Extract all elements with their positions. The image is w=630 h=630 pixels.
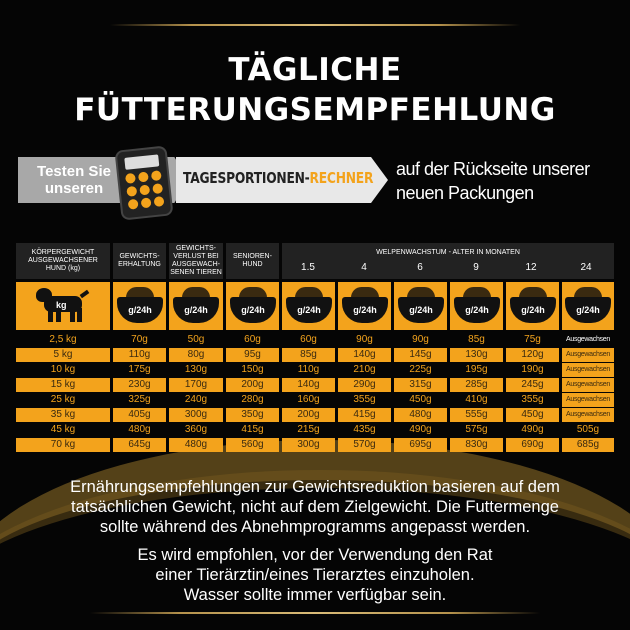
title-line-1: TÄGLICHE <box>228 52 402 88</box>
table-row <box>16 333 614 347</box>
food-bowl-icon <box>342 287 388 325</box>
cell-grams: 490g <box>521 424 544 435</box>
bottom-gold-divider <box>90 612 540 614</box>
cell-grams: 150g <box>241 364 264 375</box>
calculator-icon <box>114 145 173 220</box>
food-bowl-icon <box>173 287 219 325</box>
cell-grams: 360g <box>184 424 208 435</box>
cell-body-weight: 45 kg <box>50 424 76 435</box>
cell-grams: 110g <box>113 348 166 362</box>
bowl-unit-label: g/24h <box>454 297 500 323</box>
cell-grams: 480g <box>128 424 151 435</box>
cell-grams: 90g <box>412 334 429 345</box>
cell-grams: 120g <box>506 348 559 362</box>
cell-body-weight: 70 kg <box>16 438 110 452</box>
cell-grams: 450g <box>506 408 559 422</box>
bowl-unit-label: g/24h <box>230 297 276 323</box>
food-bowl-icon <box>398 287 444 325</box>
table-row <box>16 423 614 437</box>
cell-grams: Ausgewachsen <box>562 408 614 422</box>
promo-intro-line-1: Testen Sie <box>37 163 111 180</box>
bowl-icon-cell <box>226 282 279 330</box>
puppy-growth-title: WELPENWACHSTUM - ALTER IN MONATEN <box>376 249 520 256</box>
cell-grams: 405g <box>113 408 166 422</box>
note-line-3: sollte während des Abnehmprogramms angepasst werden. <box>99 518 531 536</box>
cell-grams: 480g <box>394 408 447 422</box>
header-weight-loss: GEWICHTS- VERLUST BEI AUSGEWACH- SENEN TIEREN <box>169 243 223 279</box>
food-bowl-icon <box>117 287 163 325</box>
age-9: 9 <box>473 262 479 273</box>
cell-grams: 285g <box>450 378 503 392</box>
calculator-promo-location <box>396 157 628 205</box>
title-line-2: FÜTTERUNGSEMPFEHLUNG <box>74 92 556 128</box>
cell-grams: 570g <box>338 438 391 452</box>
cell-grams: Ausgewachsen <box>566 336 610 343</box>
bowl-icon-cell <box>562 282 614 330</box>
table-body <box>16 333 614 452</box>
cell-grams: 505g <box>576 424 600 435</box>
advice-line-2: einer Tierärztin/eines Tierarztes einzuholen. <box>155 566 475 584</box>
age-4: 4 <box>361 262 367 273</box>
icon-row <box>16 282 614 330</box>
table-row <box>16 363 614 377</box>
table-row <box>16 393 614 407</box>
bowl-unit-label: g/24h <box>398 297 444 323</box>
cell-body-weight: 15 kg <box>16 378 110 392</box>
cell-grams: 200g <box>282 408 335 422</box>
bowl-unit-label: g/24h <box>117 297 163 323</box>
cell-grams: 450g <box>409 394 432 405</box>
cell-grams: 90g <box>356 334 373 345</box>
advice-line-1: Es wird empfohlen, vor der Verwendung den Rat <box>137 546 493 564</box>
cell-grams: 60g <box>244 334 261 345</box>
cell-grams: 190g <box>521 364 544 375</box>
cell-grams: 830g <box>450 438 503 452</box>
cell-grams: 145g <box>394 348 447 362</box>
cell-grams: 240g <box>184 394 208 405</box>
cell-grams: 75g <box>524 334 541 345</box>
weight-reduction-note <box>20 477 610 537</box>
cell-grams: 245g <box>506 378 559 392</box>
cell-grams: 215g <box>297 424 320 435</box>
cell-body-weight: 5 kg <box>16 348 110 362</box>
calculator-promo-intro <box>28 163 120 197</box>
cell-grams: 410g <box>465 394 488 405</box>
cell-grams: 110g <box>297 364 320 375</box>
bowl-unit-label: g/24h <box>565 297 611 323</box>
bowl-icon-cell <box>113 282 166 330</box>
food-bowl-icon <box>286 287 332 325</box>
cell-grams: 355g <box>353 394 376 405</box>
table-header <box>16 243 614 279</box>
cell-grams: 95g <box>226 348 279 362</box>
top-gold-divider <box>110 24 520 26</box>
bowl-unit-label: g/24h <box>510 297 556 323</box>
calculator-name-part-1: TAGESPORTIONEN- <box>183 169 310 187</box>
cell-grams: 140g <box>282 378 335 392</box>
bowl-icon-cell <box>450 282 503 330</box>
cell-grams: 685g <box>562 438 614 452</box>
bowl-icon-cell <box>338 282 391 330</box>
bowl-unit-label: g/24h <box>173 297 219 323</box>
cell-grams: 325g <box>128 394 151 405</box>
cell-grams: 290g <box>338 378 391 392</box>
cell-grams: 225g <box>409 364 432 375</box>
age-1-5: 1.5 <box>301 262 315 273</box>
cell-grams: 230g <box>113 378 166 392</box>
cell-grams: 210g <box>353 364 376 375</box>
cell-grams: 575g <box>465 424 488 435</box>
header-maintenance: GEWICHTS- ERHALTUNG <box>113 243 166 279</box>
dog-weight-icon-cell <box>16 282 110 330</box>
calculator-name <box>183 169 374 187</box>
cell-grams: 490g <box>409 424 432 435</box>
cell-grams: 70g <box>131 334 148 345</box>
feeding-table <box>16 243 614 453</box>
food-bowl-icon <box>230 287 276 325</box>
cell-grams: 645g <box>113 438 166 452</box>
header-senior: SENIOREN- HUND <box>226 243 279 279</box>
cell-grams: 555g <box>450 408 503 422</box>
food-bowl-icon <box>454 287 500 325</box>
cell-grams: 355g <box>521 394 544 405</box>
cell-grams: 300g <box>282 438 335 452</box>
cell-grams: Ausgewachsen <box>562 348 614 362</box>
age-24: 24 <box>580 262 592 273</box>
cell-grams: 415g <box>241 424 264 435</box>
bowl-icon-cell <box>169 282 223 330</box>
table-row <box>16 378 614 392</box>
cell-grams: 170g <box>169 378 223 392</box>
table-row <box>16 348 614 362</box>
table-row <box>16 408 614 422</box>
bowl-unit-label: g/24h <box>342 297 388 323</box>
cell-body-weight: 25 kg <box>50 394 76 405</box>
header-puppy-growth <box>282 243 614 279</box>
cell-grams: 200g <box>226 378 279 392</box>
cell-grams: 50g <box>187 334 205 345</box>
cell-grams: Ausgewachsen <box>562 363 614 377</box>
cell-body-weight: 10 kg <box>50 364 76 375</box>
bowl-icon-cell <box>506 282 559 330</box>
cell-grams: 435g <box>353 424 376 435</box>
promo-intro-line-2: unseren <box>44 180 104 197</box>
cell-grams: 350g <box>226 408 279 422</box>
table-row <box>16 438 614 452</box>
cell-grams: 130g <box>184 364 208 375</box>
cell-grams: 80g <box>169 348 223 362</box>
page-title <box>0 50 630 130</box>
cell-body-weight: 2,5 kg <box>49 334 77 345</box>
cell-grams: 695g <box>394 438 447 452</box>
cell-grams: 480g <box>169 438 223 452</box>
cell-grams: 315g <box>394 378 447 392</box>
cell-grams: 140g <box>338 348 391 362</box>
cell-grams: 160g <box>297 394 320 405</box>
cell-grams: 175g <box>128 364 151 375</box>
cell-grams: 300g <box>169 408 223 422</box>
food-bowl-icon <box>565 287 611 325</box>
cell-grams: Ausgewachsen <box>562 393 614 407</box>
cell-grams: 85g <box>282 348 335 362</box>
dog-kg-label: kg <box>56 300 67 310</box>
cell-grams: 690g <box>506 438 559 452</box>
note-line-1: Ernährungsempfehlungen zur Gewichtsreduktion basieren auf dem <box>70 478 560 496</box>
cell-grams: 560g <box>226 438 279 452</box>
bowl-icon-cell <box>394 282 447 330</box>
advice-line-3: Wasser sollte immer verfügbar sein. <box>183 586 447 604</box>
age-12: 12 <box>525 262 537 273</box>
calculator-name-part-2: RECHNER <box>309 169 374 187</box>
cell-grams: 60g <box>300 334 317 345</box>
cell-grams: 280g <box>241 394 264 405</box>
cell-grams: 195g <box>465 364 488 375</box>
cell-grams: 415g <box>338 408 391 422</box>
cell-grams: 85g <box>468 334 485 345</box>
header-body-weight: KÖRPERGEWICHT AUSGEWACHSENER HUND (kg) <box>16 243 110 279</box>
vet-advice-note <box>20 545 610 605</box>
cell-grams: 130g <box>450 348 503 362</box>
promo-location-line-2: neuen Packungen <box>396 183 534 203</box>
cell-grams: Ausgewachsen <box>562 378 614 392</box>
note-line-2: tatsächlichen Gewicht, nicht auf dem Zielgewicht. Die Futtermenge <box>71 498 559 516</box>
bowl-icon-cell <box>282 282 335 330</box>
age-6: 6 <box>417 262 423 273</box>
food-bowl-icon <box>510 287 556 325</box>
promo-location-line-1: auf der Rückseite unserer <box>396 159 590 179</box>
bowl-unit-label: g/24h <box>286 297 332 323</box>
cell-body-weight: 35 kg <box>16 408 110 422</box>
